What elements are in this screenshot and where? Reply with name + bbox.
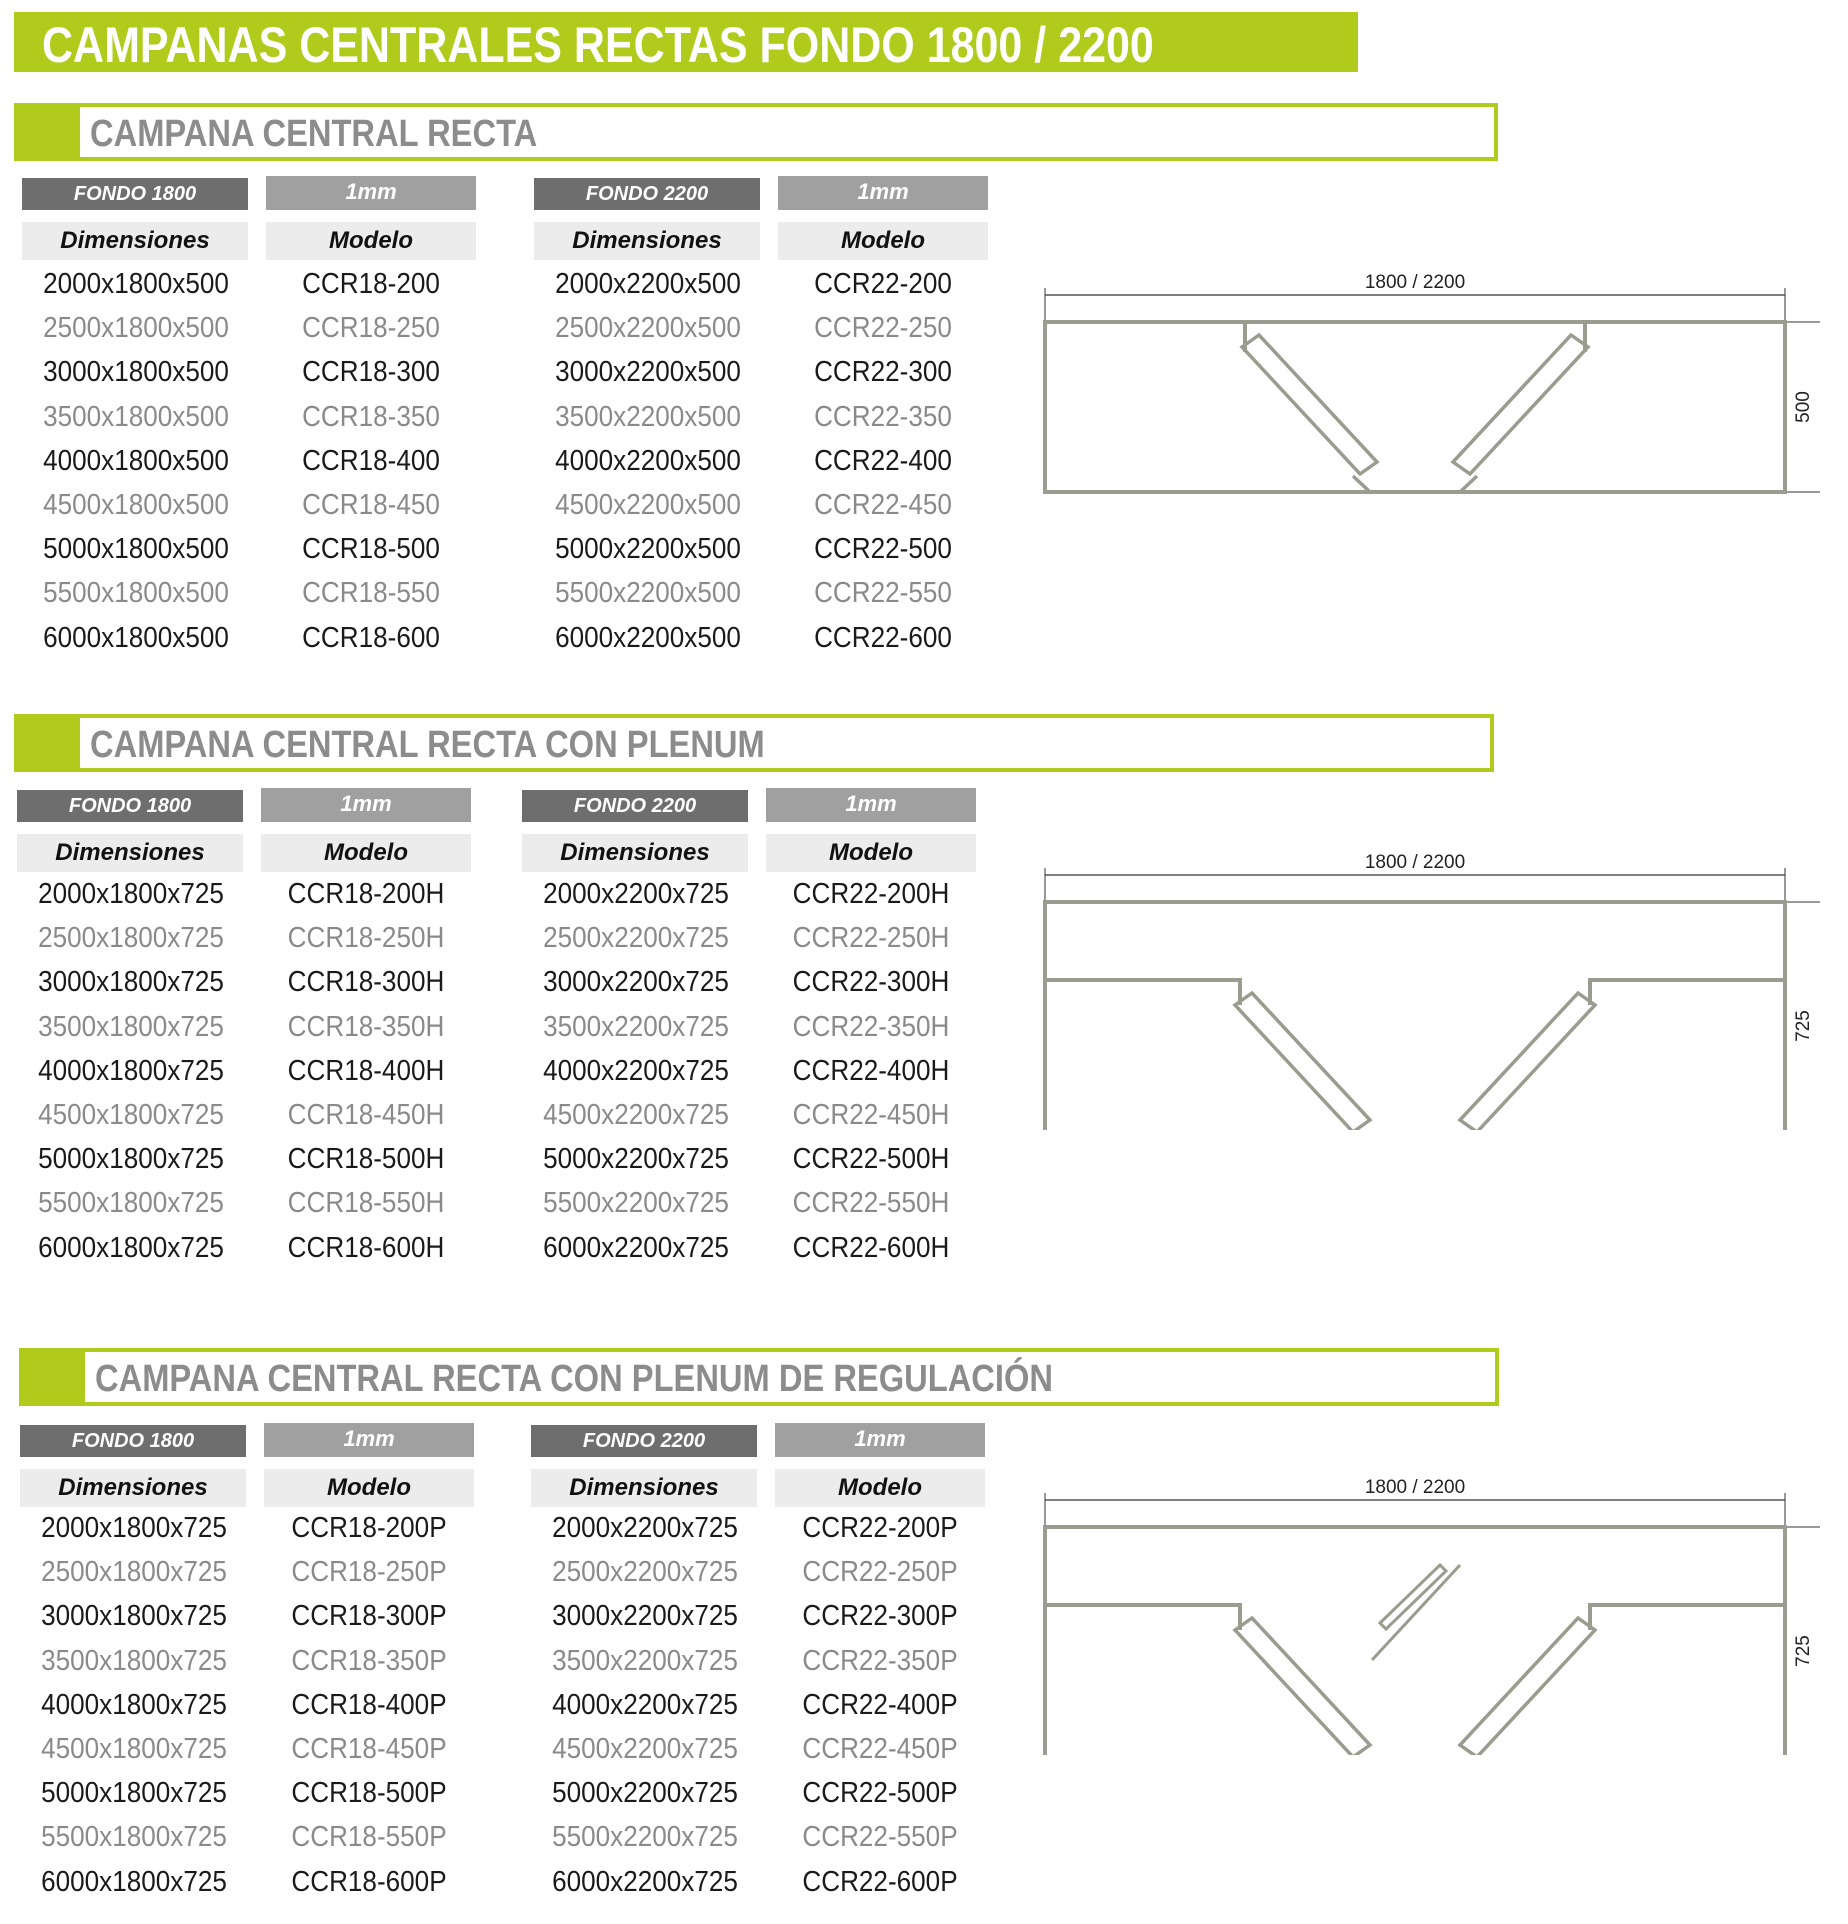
- height-label: 500: [1793, 391, 1814, 423]
- dimension-cell: 4000x2200x725: [543, 1054, 729, 1087]
- plenum-line: [1590, 1605, 1785, 1630]
- fondo-header: FONDO 1800: [17, 790, 243, 822]
- model-cell: CCR22-450: [814, 489, 952, 521]
- hood-technical-drawing: [1020, 270, 1820, 550]
- hood-outline: [1045, 902, 1785, 1130]
- dimension-cell: 4500x2200x725: [543, 1099, 729, 1131]
- hood-outline: [1045, 322, 1785, 492]
- dimension-cell: 3000x2200x725: [552, 1600, 738, 1633]
- model-cell: CCR18-450: [302, 489, 440, 521]
- model-cell: CCR18-400P: [291, 1688, 447, 1721]
- filter-right: [1460, 1618, 1595, 1755]
- section-header: [19, 1348, 1499, 1406]
- dimension-cell: 2000x2200x725: [552, 1512, 738, 1544]
- model-cell: CCR22-600P: [802, 1865, 958, 1898]
- section-title: CAMPANA CENTRAL RECTA CON PLENUM: [90, 724, 765, 766]
- dimension-cell: 4000x2200x500: [555, 444, 741, 477]
- modelo-header: Modelo: [264, 1469, 474, 1507]
- model-cell: CCR18-550H: [287, 1187, 445, 1220]
- width-label: 1800 / 2200: [1364, 272, 1466, 293]
- section-header: [14, 103, 1498, 161]
- dimension-cell: 5000x2200x725: [552, 1777, 738, 1810]
- dimension-cell: 5000x1800x500: [43, 533, 229, 566]
- filter-right: [1453, 335, 1588, 474]
- dimension-cell: 5500x1800x500: [43, 577, 229, 610]
- dimension-cell: 3500x1800x500: [43, 400, 229, 433]
- dimension-cell: 4500x1800x500: [43, 489, 229, 521]
- model-cell: CCR18-200: [302, 268, 440, 300]
- section-header-accent: [18, 718, 80, 768]
- dimension-cell: 3500x1800x725: [38, 1010, 224, 1043]
- dimension-cell: 2500x2200x725: [543, 922, 729, 955]
- regulation-damper-rod: [1372, 1565, 1460, 1660]
- model-cell: CCR22-450P: [802, 1733, 958, 1765]
- height-label: 725: [1793, 1010, 1814, 1042]
- model-cell: CCR22-300: [814, 356, 952, 389]
- dimension-cell: 4500x1800x725: [38, 1099, 224, 1131]
- model-cell: CCR18-500: [302, 533, 440, 566]
- modelo-header: Modelo: [261, 834, 471, 872]
- dimension-cell: 6000x1800x725: [41, 1865, 227, 1898]
- dimension-cell: 5500x2200x725: [552, 1821, 738, 1854]
- model-cell: CCR22-250H: [792, 922, 950, 955]
- model-cell: CCR22-450H: [792, 1099, 950, 1131]
- model-cell: CCR18-450P: [291, 1733, 447, 1765]
- model-cell: CCR22-350H: [792, 1010, 950, 1043]
- model-cell: CCR22-400: [814, 444, 952, 477]
- model-cell: CCR22-600H: [792, 1231, 950, 1264]
- model-cell: CCR22-400P: [802, 1688, 958, 1721]
- dimension-cell: 2000x1800x725: [38, 878, 224, 910]
- dimensiones-header: Dimensiones: [17, 834, 243, 872]
- model-cell: CCR18-550P: [291, 1821, 447, 1854]
- model-cell: CCR18-300: [302, 356, 440, 389]
- section-title: CAMPANA CENTRAL RECTA CON PLENUM DE REGULACIÓN: [95, 1358, 1053, 1400]
- model-cell: CCR18-600: [302, 621, 440, 654]
- dimension-cell: 5000x2200x500: [555, 533, 741, 566]
- dimension-cell: 4000x1800x725: [38, 1054, 224, 1087]
- model-cell: CCR18-400H: [287, 1054, 445, 1087]
- dimension-cell: 2500x1800x500: [43, 312, 229, 345]
- dimensiones-header: Dimensiones: [522, 834, 748, 872]
- model-cell: CCR22-200: [814, 268, 952, 300]
- dimension-cell: 2500x1800x725: [38, 922, 224, 955]
- modelo-header: Modelo: [775, 1469, 985, 1507]
- model-cell: CCR18-500H: [287, 1143, 445, 1176]
- dimension-cell: 3000x2200x725: [543, 966, 729, 999]
- model-cell: CCR18-550: [302, 577, 440, 610]
- dimension-cell: 5500x1800x725: [41, 1821, 227, 1854]
- model-cell: CCR22-300H: [792, 966, 950, 999]
- dimension-cell: 4500x1800x725: [41, 1733, 227, 1765]
- dimension-cell: 5000x1800x725: [38, 1143, 224, 1176]
- dimension-cell: 2500x2200x500: [555, 312, 741, 345]
- model-cell: CCR22-500H: [792, 1143, 950, 1176]
- model-cell: CCR18-600P: [291, 1865, 447, 1898]
- model-cell: CCR18-600H: [287, 1231, 445, 1264]
- dimension-cell: 3000x1800x500: [43, 356, 229, 389]
- model-cell: CCR18-300P: [291, 1600, 447, 1633]
- dimensiones-header: Dimensiones: [531, 1469, 757, 1507]
- dimension-cell: 5500x2200x500: [555, 577, 741, 610]
- dimension-cell: 3500x1800x725: [41, 1644, 227, 1677]
- section-title: CAMPANA CENTRAL RECTA: [90, 113, 538, 155]
- dimension-cell: 4000x1800x725: [41, 1688, 227, 1721]
- page-title-bar: [14, 12, 1358, 72]
- width-label: 1800 / 2200: [1364, 1477, 1466, 1498]
- regulation-damper: [1380, 1565, 1446, 1629]
- drip-edge: [1460, 476, 1477, 492]
- model-cell: CCR18-250H: [287, 922, 445, 955]
- model-cell: CCR22-350P: [802, 1644, 958, 1677]
- model-cell: CCR22-550P: [802, 1821, 958, 1854]
- model-cell: CCR22-300P: [802, 1600, 958, 1633]
- modelo-header: Modelo: [766, 834, 976, 872]
- dimension-cell: 4000x2200x725: [552, 1688, 738, 1721]
- thickness-header: 1mm: [778, 176, 988, 210]
- model-cell: CCR18-450H: [287, 1099, 445, 1131]
- dimension-cell: 2000x1800x725: [41, 1512, 227, 1544]
- height-label: 725: [1793, 1635, 1814, 1667]
- width-label: 1800 / 2200: [1364, 852, 1466, 873]
- section-header: [14, 714, 1494, 772]
- dimension-cell: 6000x2200x725: [543, 1231, 729, 1264]
- model-cell: CCR22-200H: [792, 878, 950, 910]
- model-cell: CCR18-250: [302, 312, 440, 345]
- model-cell: CCR18-400: [302, 444, 440, 477]
- dimensiones-header: Dimensiones: [20, 1469, 246, 1507]
- model-cell: CCR22-200P: [802, 1512, 958, 1544]
- dimension-cell: 2000x2200x725: [543, 878, 729, 910]
- dimensiones-header: Dimensiones: [534, 222, 760, 260]
- model-cell: CCR22-250P: [802, 1556, 958, 1589]
- filter-right: [1460, 993, 1595, 1130]
- model-cell: CCR18-350H: [287, 1010, 445, 1043]
- dimensiones-header: Dimensiones: [22, 222, 248, 260]
- dimension-cell: 3000x1800x725: [41, 1600, 227, 1633]
- section-header-accent: [23, 1352, 85, 1402]
- model-cell: CCR22-500: [814, 533, 952, 566]
- hood-technical-drawing: [1020, 1475, 1820, 1755]
- fondo-header: FONDO 2200: [522, 790, 748, 822]
- dimension-cell: 5000x2200x725: [543, 1143, 729, 1176]
- model-cell: CCR18-500P: [291, 1777, 447, 1810]
- filter-left: [1235, 1618, 1370, 1755]
- dimension-cell: 3000x2200x500: [555, 356, 741, 389]
- dimension-cell: 2500x2200x725: [552, 1556, 738, 1589]
- model-cell: CCR22-500P: [802, 1777, 958, 1810]
- dimension-cell: 2500x1800x725: [41, 1556, 227, 1589]
- filter-left: [1242, 335, 1377, 474]
- model-cell: CCR18-300H: [287, 966, 445, 999]
- model-cell: CCR22-600: [814, 621, 952, 654]
- modelo-header: Modelo: [266, 222, 476, 260]
- fondo-header: FONDO 2200: [531, 1425, 757, 1457]
- model-cell: CCR22-550: [814, 577, 952, 610]
- model-cell: CCR22-400H: [792, 1054, 950, 1087]
- dimension-cell: 3000x1800x725: [38, 966, 224, 999]
- page-title: CAMPANAS CENTRALES RECTAS FONDO 1800 / 2200: [42, 17, 1154, 73]
- model-cell: CCR18-250P: [291, 1556, 447, 1589]
- dimension-cell: 4500x2200x500: [555, 489, 741, 521]
- dimension-cell: 5500x1800x725: [38, 1187, 224, 1220]
- dimension-cell: 2000x1800x500: [43, 268, 229, 300]
- model-cell: CCR18-200P: [291, 1512, 447, 1544]
- thickness-header: 1mm: [775, 1423, 985, 1457]
- dimension-cell: 6000x1800x725: [38, 1231, 224, 1264]
- dimension-cell: 5500x2200x725: [543, 1187, 729, 1220]
- model-cell: CCR22-550H: [792, 1187, 950, 1220]
- hood-technical-drawing: [1020, 850, 1820, 1130]
- fondo-header: FONDO 1800: [22, 178, 248, 210]
- dimension-cell: 3500x2200x725: [543, 1010, 729, 1043]
- plenum-line: [1590, 980, 1785, 1005]
- drip-edge: [1353, 476, 1370, 492]
- modelo-header: Modelo: [778, 222, 988, 260]
- dimension-cell: 3500x2200x500: [555, 400, 741, 433]
- model-cell: CCR18-350: [302, 400, 440, 433]
- dimension-cell: 5000x1800x725: [41, 1777, 227, 1810]
- dimension-cell: 4500x2200x725: [552, 1733, 738, 1765]
- dimension-cell: 3500x2200x725: [552, 1644, 738, 1677]
- section-header-accent: [18, 107, 80, 157]
- thickness-header: 1mm: [766, 788, 976, 822]
- plenum-line: [1045, 980, 1240, 1005]
- dimension-cell: 6000x2200x725: [552, 1865, 738, 1898]
- dimension-cell: 6000x1800x500: [43, 621, 229, 654]
- hood-outline: [1045, 1527, 1785, 1755]
- dimension-cell: 2000x2200x500: [555, 268, 741, 300]
- model-cell: CCR18-200H: [287, 878, 445, 910]
- thickness-header: 1mm: [266, 176, 476, 210]
- model-cell: CCR22-250: [814, 312, 952, 345]
- filter-left: [1235, 993, 1370, 1130]
- model-cell: CCR18-350P: [291, 1644, 447, 1677]
- thickness-header: 1mm: [264, 1423, 474, 1457]
- fondo-header: FONDO 2200: [534, 178, 760, 210]
- dimension-cell: 6000x2200x500: [555, 621, 741, 654]
- fondo-header: FONDO 1800: [20, 1425, 246, 1457]
- plenum-line: [1045, 1605, 1240, 1630]
- dimension-cell: 4000x1800x500: [43, 444, 229, 477]
- thickness-header: 1mm: [261, 788, 471, 822]
- model-cell: CCR22-350: [814, 400, 952, 433]
